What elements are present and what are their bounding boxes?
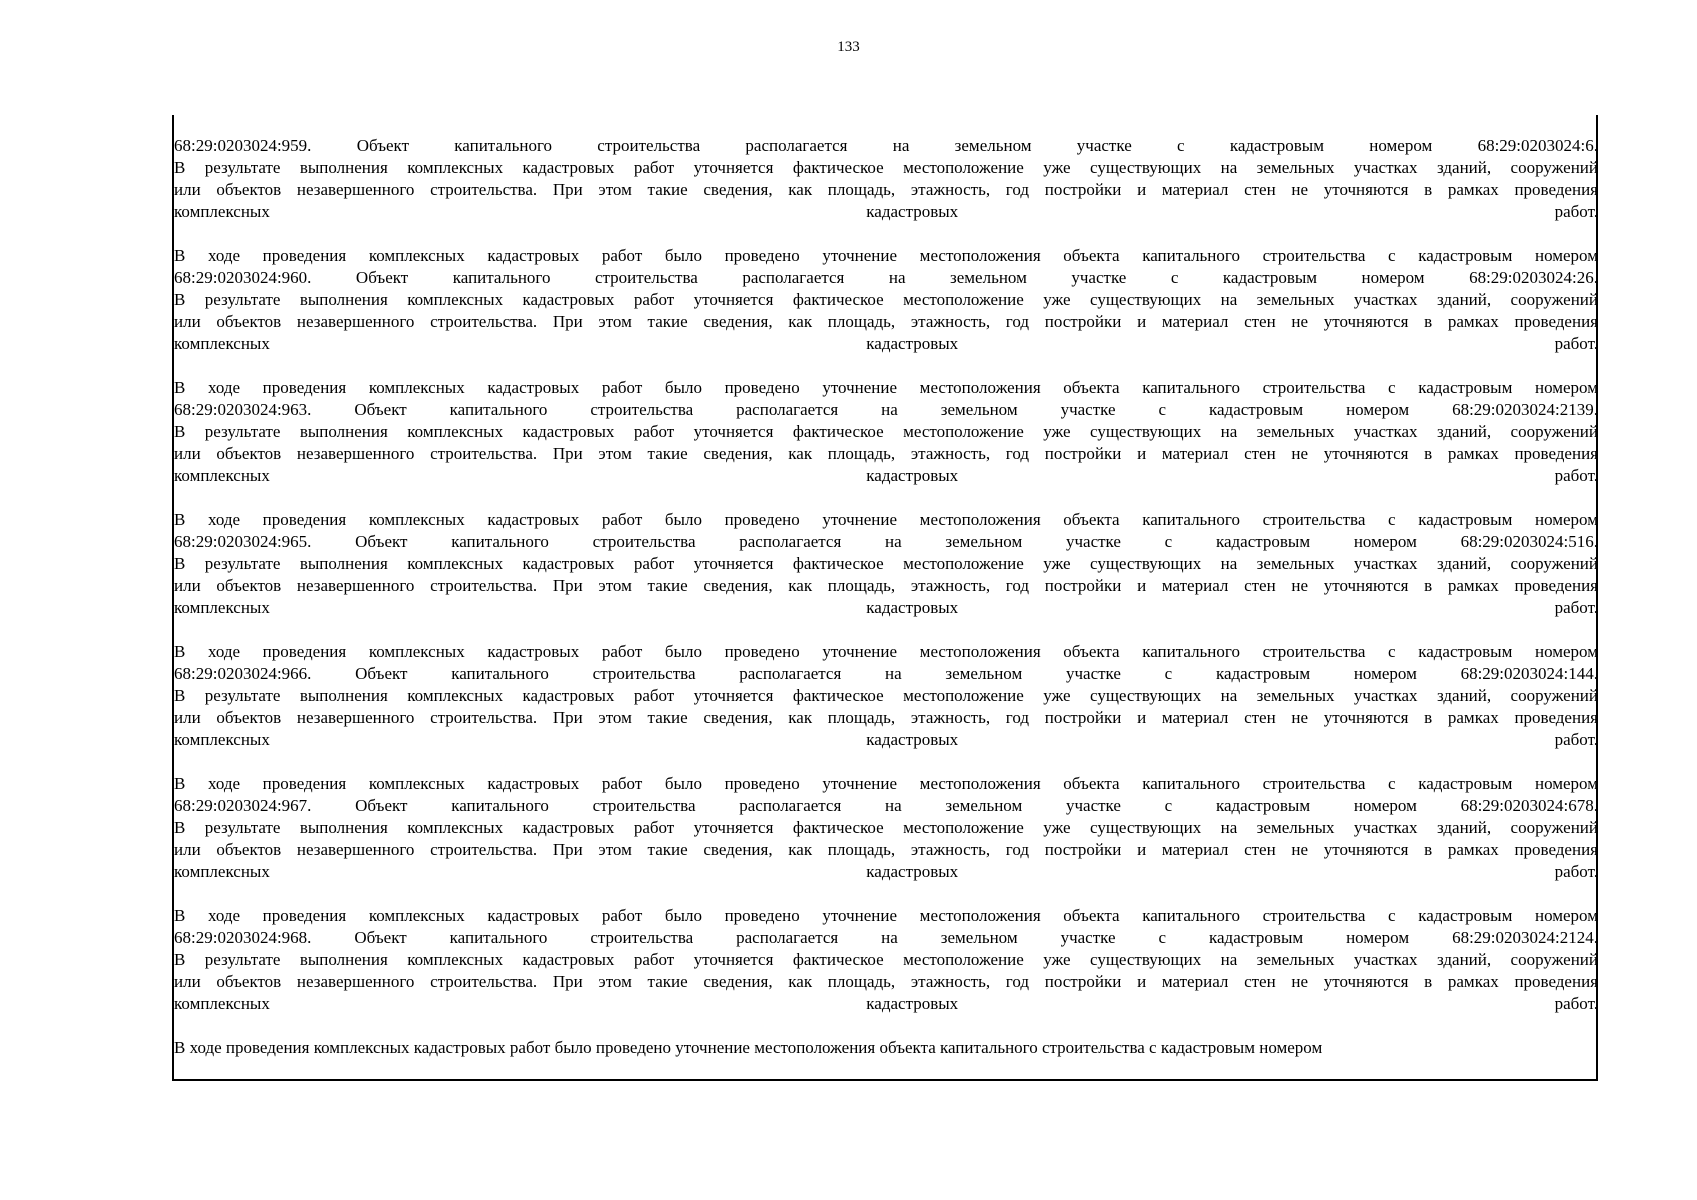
tail-word: кадастровых [866, 598, 959, 617]
page-number: 133 [837, 39, 860, 55]
tail-word: работ. [1554, 862, 1598, 881]
tail-word: комплексных [174, 334, 270, 353]
entry-tail-line [174, 597, 1598, 619]
entry-line: В результате выполнения комплексных кадастровых работ уточняется фактическое местоположение уже существующих на земельных участках зданий, сооружений [174, 818, 1598, 837]
entry-line: В ходе проведения комплексных кадастровых работ было проведено уточнение местоположения объекта капитального строительства с кадастровым номером [174, 642, 1598, 661]
entry-line: В ходе проведения комплексных кадастровых работ было проведено уточнение местоположения объекта капитального строительства с кадастровым номером [174, 774, 1598, 793]
cadastral-entry [174, 905, 1598, 1015]
tail-word: кадастровых [866, 994, 959, 1013]
entry-line: или объектов незавершенного строительства. При этом такие сведения, как площадь, этажность, год постройки и материал стен не уточняются в рамках проведения [174, 180, 1598, 199]
entry-line: 68:29:0203024:960. Объект капитального строительства располагается на земельном участке с кадастровым номером 68:29:0203024:26. [174, 268, 1598, 287]
tail-word: кадастровых [866, 730, 959, 749]
entry-line: 68:29:0203024:967. Объект капитального строительства располагается на земельном участке с кадастровым номером 68:29:0203024:678. [174, 796, 1598, 815]
entry-line: 68:29:0203024:963. Объект капитального строительства располагается на земельном участке с кадастровым номером 68:29:0203024:2139. [174, 400, 1598, 419]
entry-line: или объектов незавершенного строительства. При этом такие сведения, как площадь, этажность, год постройки и материал стен не уточняются в рамках проведения [174, 972, 1598, 991]
entry-tail-line [174, 201, 1598, 223]
entry-line: В результате выполнения комплексных кадастровых работ уточняется фактическое местоположение уже существующих на земельных участках зданий, сооружений [174, 686, 1598, 705]
cadastral-entry [174, 135, 1598, 223]
entry-tail-line [174, 861, 1598, 883]
tail-word: работ. [1554, 598, 1598, 617]
tail-word: работ. [1554, 466, 1598, 485]
entry-line: В результате выполнения комплексных кадастровых работ уточняется фактическое местоположение уже существующих на земельных участках зданий, сооружений [174, 554, 1598, 573]
entry-line: В ходе проведения комплексных кадастровых работ было проведено уточнение местоположения объекта капитального строительства с кадастровым номером [174, 246, 1598, 265]
entry-tail-line [174, 333, 1598, 355]
cadastral-entry [174, 245, 1598, 355]
tail-word: кадастровых [866, 202, 959, 221]
tail-word: комплексных [174, 862, 270, 881]
tail-word: работ. [1554, 994, 1598, 1013]
tail-word: кадастровых [866, 862, 959, 881]
entry-line: или объектов незавершенного строительства. При этом такие сведения, как площадь, этажность, год постройки и материал стен не уточняются в рамках проведения [174, 840, 1598, 859]
entry-line: В ходе проведения комплексных кадастровых работ было проведено уточнение местоположения объекта капитального строительства с кадастровым номером [174, 510, 1598, 529]
entry-line: В ходе проведения комплексных кадастровых работ было проведено уточнение местоположения объекта капитального строительства с кадастровым номером [174, 906, 1598, 925]
cadastral-entry [174, 773, 1598, 883]
tail-word: комплексных [174, 730, 270, 749]
entry-line: В ходе проведения комплексных кадастровых работ было проведено уточнение местоположения объекта капитального строительства с кадастровым номером [174, 378, 1598, 397]
tail-word: работ. [1554, 202, 1598, 221]
entry-line: В результате выполнения комплексных кадастровых работ уточняется фактическое местоположение уже существующих на земельных участках зданий, сооружений [174, 158, 1598, 177]
tail-word: комплексных [174, 598, 270, 617]
entry-line: 68:29:0203024:959. Объект капитального строительства располагается на земельном участке с кадастровым номером 68:29:0203024:6. [174, 136, 1598, 155]
cadastral-entry [174, 641, 1598, 751]
tail-word: комплексных [174, 202, 270, 221]
tail-word: кадастровых [866, 334, 959, 353]
entry-line: или объектов незавершенного строительства. При этом такие сведения, как площадь, этажность, год постройки и материал стен не уточняются в рамках проведения [174, 576, 1598, 595]
entry-line: В результате выполнения комплексных кадастровых работ уточняется фактическое местоположение уже существующих на земельных участках зданий, сооружений [174, 290, 1598, 309]
tail-word: комплексных [174, 994, 270, 1013]
entry-tail-line [174, 993, 1598, 1015]
entry-line: 68:29:0203024:966. Объект капитального строительства располагается на земельном участке с кадастровым номером 68:29:0203024:144. [174, 664, 1598, 683]
entry-line: 68:29:0203024:968. Объект капитального строительства располагается на земельном участке с кадастровым номером 68:29:0203024:2124. [174, 928, 1598, 947]
tail-word: работ. [1554, 730, 1598, 749]
entry-tail-line [174, 465, 1598, 487]
tail-word: кадастровых [866, 466, 959, 485]
entry-line: В результате выполнения комплексных кадастровых работ уточняется фактическое местоположение уже существующих на земельных участках зданий, сооружений [174, 422, 1598, 441]
entry-line: В результате выполнения комплексных кадастровых работ уточняется фактическое местоположение уже существующих на земельных участках зданий, сооружений [174, 950, 1598, 969]
tail-word: работ. [1554, 334, 1598, 353]
cadastral-entry [174, 377, 1598, 487]
tail-word: комплексных [174, 466, 270, 485]
document-body [174, 135, 1598, 1059]
entry-line: или объектов незавершенного строительства. При этом такие сведения, как площадь, этажность, год постройки и материал стен не уточняются в рамках проведения [174, 312, 1598, 331]
final-line: В ходе проведения комплексных кадастровых работ было проведено уточнение местоположения объекта капитального строительства с кадастровым номером [174, 1038, 1323, 1057]
entry-line: 68:29:0203024:965. Объект капитального строительства располагается на земельном участке с кадастровым номером 68:29:0203024:516. [174, 532, 1598, 551]
cadastral-entry [174, 509, 1598, 619]
entry-line: или объектов незавершенного строительства. При этом такие сведения, как площадь, этажность, год постройки и материал стен не уточняются в рамках проведения [174, 444, 1598, 463]
entry-line: или объектов незавершенного строительства. При этом такие сведения, как площадь, этажность, год постройки и материал стен не уточняются в рамках проведения [174, 708, 1598, 727]
entry-tail-line [174, 729, 1598, 751]
